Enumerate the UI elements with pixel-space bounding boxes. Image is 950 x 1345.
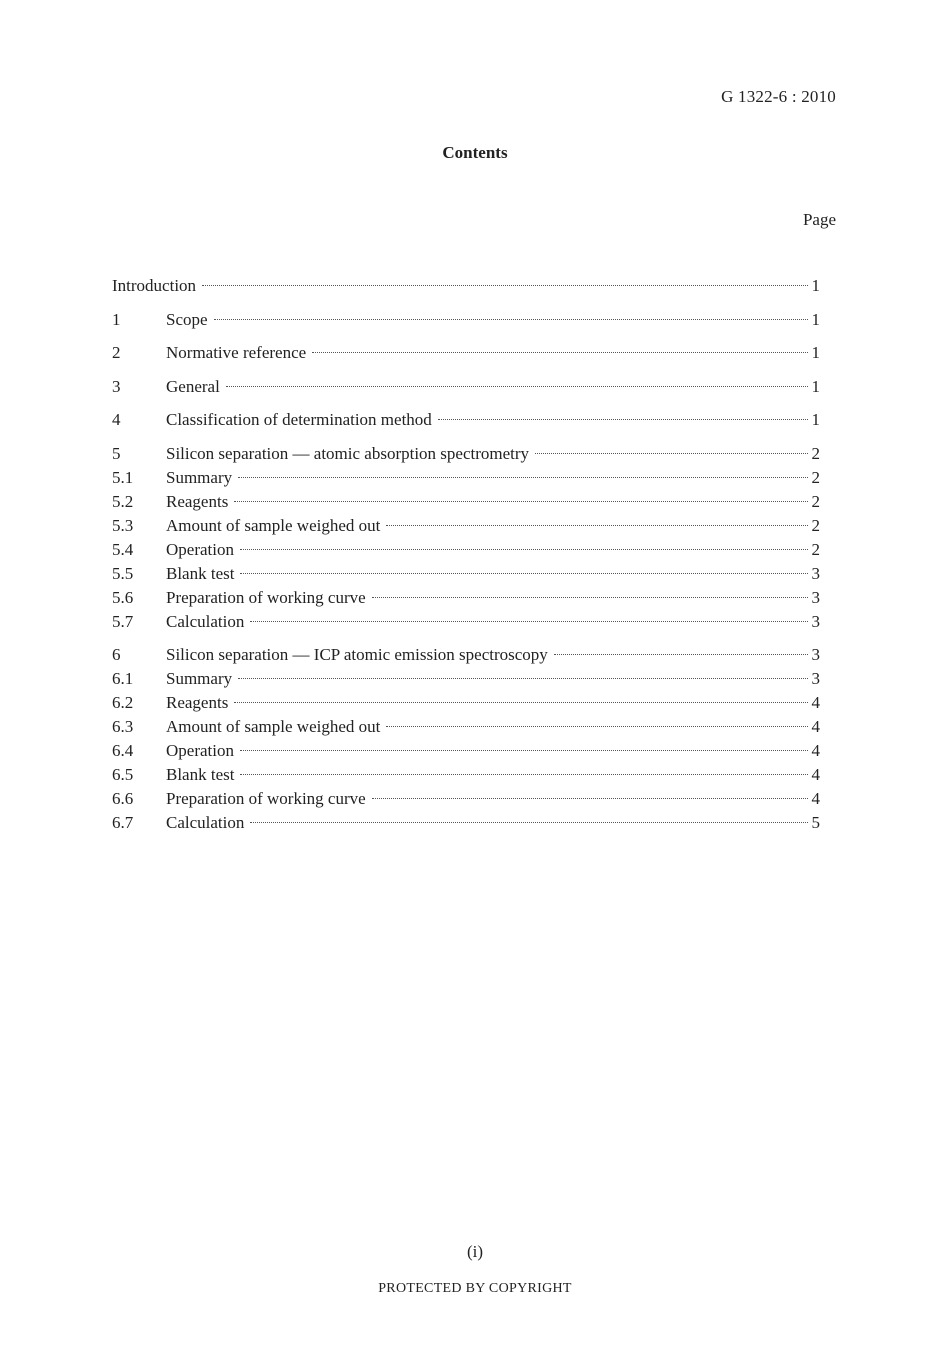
page-folio: (i): [466, 1242, 484, 1261]
toc-entry-page: 1: [811, 309, 820, 329]
standard-number: G 1322-6 : 2010: [721, 87, 836, 106]
toc-entry-page: 1: [811, 376, 820, 396]
toc-entry[interactable]: [112, 466, 820, 490]
toc-entry[interactable]: [112, 341, 820, 365]
dot-leader: [250, 822, 808, 823]
toc-entry-title: Reagents: [166, 693, 229, 712]
dot-leader: [238, 678, 808, 679]
toc-entry[interactable]: [112, 667, 820, 691]
toc-group: [112, 442, 820, 634]
toc-entry-number: 6.3: [112, 717, 134, 736]
toc-group: [112, 274, 820, 298]
dot-leader: [535, 453, 808, 454]
toc-entry[interactable]: [112, 715, 820, 739]
toc-entry-page: 4: [811, 717, 820, 736]
toc-entry-title: General: [166, 376, 220, 396]
toc-entry-page: 5: [811, 813, 820, 832]
toc-entry-title: Introduction: [112, 276, 197, 295]
toc-entry-number: 3: [112, 376, 121, 396]
toc-entry-number: 6.2: [112, 693, 134, 712]
toc-entry-page: 1: [811, 343, 820, 362]
dot-leader: [202, 285, 808, 286]
toc-entry-title: Summary: [166, 669, 233, 688]
toc-entry[interactable]: [112, 308, 820, 332]
toc-entry[interactable]: [112, 763, 820, 787]
toc-entry-page: 4: [811, 693, 820, 712]
toc-entry-title: Calculation: [166, 813, 245, 832]
toc-entry[interactable]: [112, 562, 820, 586]
toc-entry-page: 3: [811, 669, 820, 688]
toc-entry-title: Blank test: [166, 563, 235, 583]
toc-entry-number: 5.1: [112, 467, 134, 487]
dot-leader: [226, 386, 808, 387]
dot-leader: [386, 525, 808, 526]
toc-entry[interactable]: [112, 691, 820, 715]
toc-entry[interactable]: [112, 739, 820, 763]
dot-leader: [250, 621, 808, 622]
toc-entry-title: Classification of determination method: [166, 410, 432, 429]
toc-entry[interactable]: [112, 586, 820, 610]
toc-entry[interactable]: [112, 643, 820, 667]
dot-leader: [214, 319, 808, 320]
toc-entry-number: 2: [112, 343, 121, 362]
toc-entry-page: 4: [811, 765, 820, 784]
toc-entry-page: 2: [811, 467, 820, 487]
toc-entry-title: Operation: [166, 741, 234, 760]
toc-entry[interactable]: [112, 490, 820, 514]
toc-entry-number: 5.4: [112, 539, 134, 559]
toc-entry-number: 6.4: [112, 741, 134, 760]
toc-entry-number: 6.1: [112, 669, 134, 688]
table-of-contents: [112, 274, 820, 845]
toc-entry-title: Amount of sample weighed out: [166, 515, 381, 535]
dot-leader: [234, 501, 808, 502]
toc-entry-title: Preparation of working curve: [166, 587, 366, 607]
toc-entry-page: 2: [811, 539, 820, 559]
dot-leader: [240, 549, 808, 550]
toc-group: [112, 643, 820, 835]
toc-entry-page: 3: [811, 645, 820, 664]
toc-entry-page: 3: [811, 563, 820, 583]
toc-entry-page: 2: [811, 443, 820, 463]
toc-entry-page: 1: [811, 276, 820, 295]
toc-entry-number: 1: [112, 309, 121, 329]
toc-entry-title: Amount of sample weighed out: [166, 717, 381, 736]
toc-entry[interactable]: [112, 811, 820, 835]
toc-entry-title: Silicon separation — ICP atomic emission spectroscopy: [166, 645, 548, 664]
toc-entry-title: Preparation of working curve: [166, 789, 366, 808]
toc-entry[interactable]: [112, 514, 820, 538]
toc-entry-title: Operation: [166, 539, 234, 559]
toc-entry-page: 2: [811, 515, 820, 535]
toc-entry-title: Silicon separation — atomic absorption spectrometry: [166, 443, 530, 463]
contents-title: Contents: [442, 143, 508, 162]
toc-entry-page: 3: [811, 587, 820, 607]
dot-leader: [372, 597, 808, 598]
page-column-heading: Page: [802, 210, 836, 229]
dot-leader: [240, 750, 808, 751]
toc-entry[interactable]: [112, 787, 820, 811]
toc-group: [112, 308, 820, 332]
toc-entry-number: 5.2: [112, 491, 134, 511]
toc-entry[interactable]: [112, 538, 820, 562]
toc-entry-number: 6.7: [112, 813, 134, 832]
toc-entry-page: 4: [811, 741, 820, 760]
dot-leader: [438, 419, 808, 420]
toc-group: [112, 408, 820, 432]
toc-group: [112, 341, 820, 365]
toc-entry[interactable]: [112, 274, 820, 298]
toc-entry-title: Blank test: [166, 765, 235, 784]
toc-entry[interactable]: [112, 408, 820, 432]
copyright-notice: PROTECTED BY COPYRIGHT: [378, 1281, 572, 1296]
toc-entry-number: 4: [112, 410, 121, 429]
toc-entry-title: Normative reference: [166, 343, 307, 362]
toc-entry-number: 6.6: [112, 789, 134, 808]
toc-entry-number: 5.5: [112, 563, 134, 583]
toc-group: [112, 375, 820, 399]
dot-leader: [554, 654, 808, 655]
dot-leader: [234, 702, 808, 703]
toc-entry-page: 4: [811, 789, 820, 808]
toc-entry-number: 6: [112, 645, 121, 664]
toc-entry-number: 6.5: [112, 765, 134, 784]
toc-entry-title: Calculation: [166, 611, 245, 631]
toc-entry[interactable]: [112, 375, 820, 399]
toc-entry[interactable]: [112, 442, 820, 466]
dot-leader: [386, 726, 808, 727]
toc-entry-title: Reagents: [166, 491, 229, 511]
toc-entry-page: 1: [811, 410, 820, 429]
toc-entry-number: 5.3: [112, 515, 134, 535]
toc-entry-number: 5.6: [112, 587, 134, 607]
toc-entry-page: 3: [811, 611, 820, 631]
dot-leader: [372, 798, 808, 799]
toc-entry-number: 5.7: [112, 611, 134, 631]
toc-entry[interactable]: [112, 610, 820, 634]
dot-leader: [240, 774, 808, 775]
dot-leader: [238, 477, 808, 478]
toc-entry-title: Scope: [166, 309, 208, 329]
toc-entry-title: Summary: [166, 467, 233, 487]
toc-entry-page: 2: [811, 491, 820, 511]
dot-leader: [240, 573, 808, 574]
dot-leader: [312, 352, 808, 353]
toc-entry-number: 5: [112, 443, 121, 463]
